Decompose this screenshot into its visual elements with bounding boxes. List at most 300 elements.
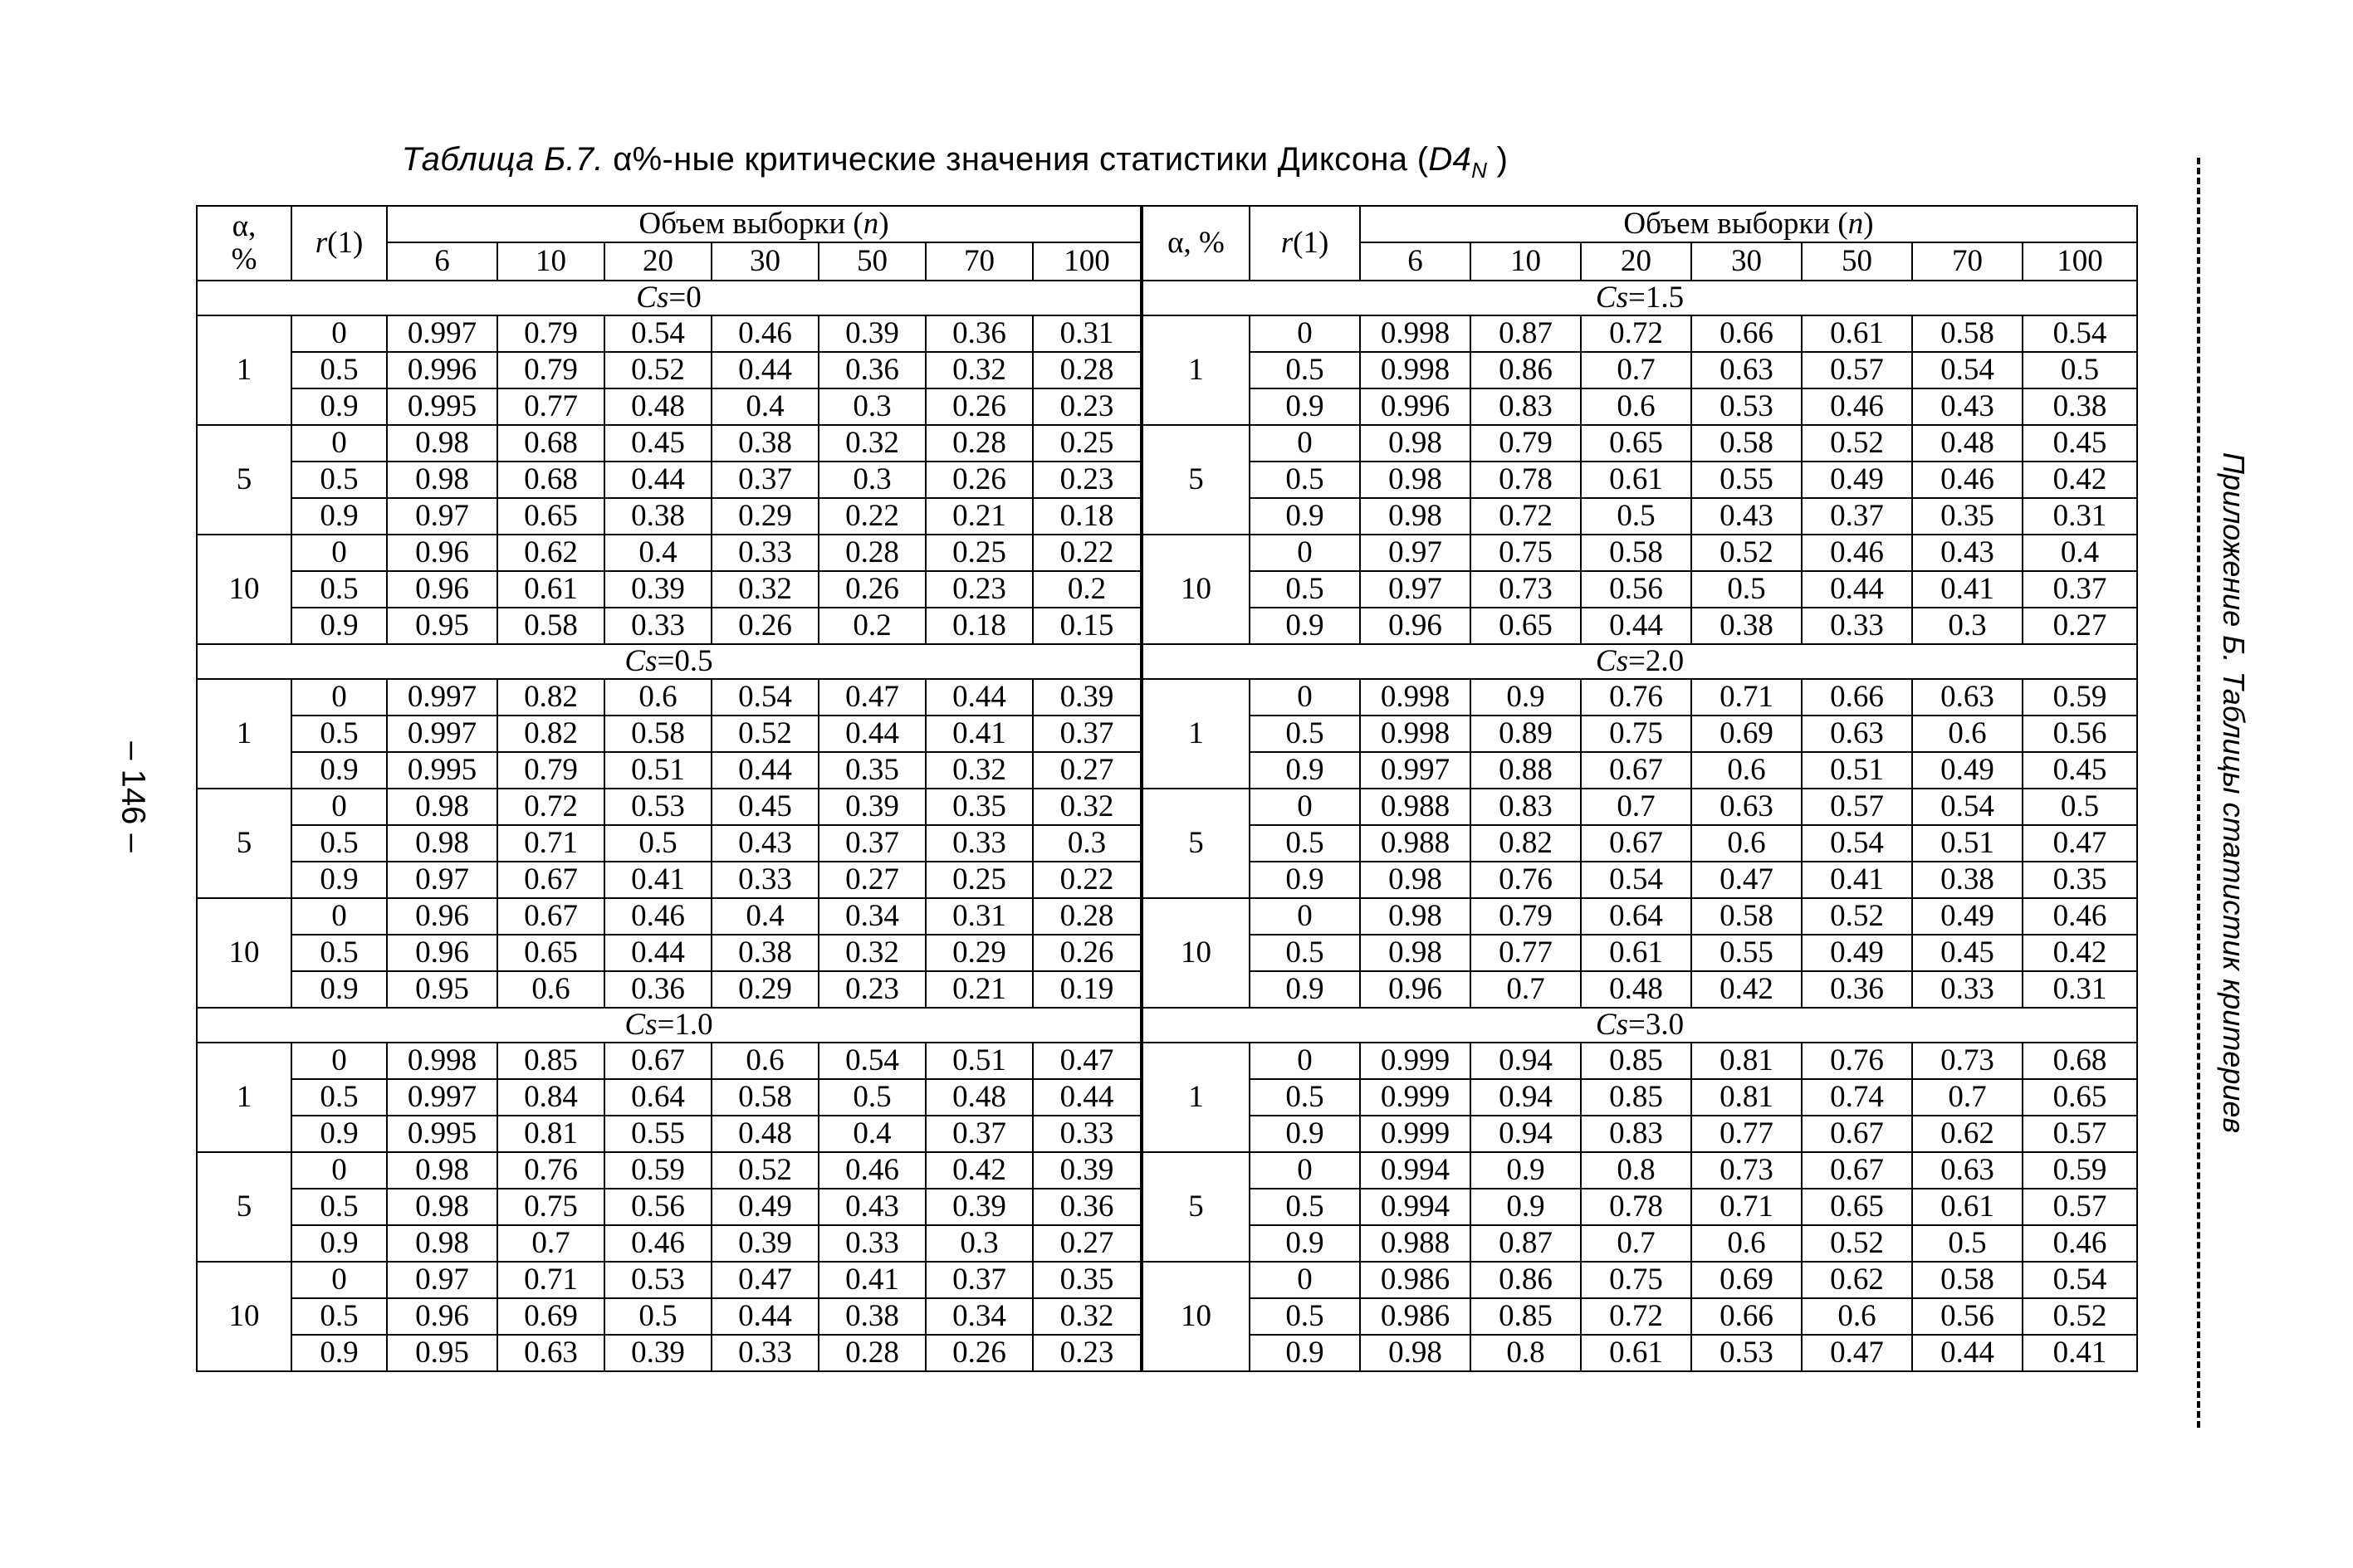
- cs-value: =1.5: [1627, 281, 1685, 315]
- value-cell: 0.41: [1912, 571, 2023, 608]
- value-cell: 0.32: [819, 935, 926, 971]
- value-cell: 0.33: [712, 862, 819, 898]
- value-cell: 0.89: [1470, 716, 1581, 752]
- value-cell: 0.4: [819, 1116, 926, 1152]
- value-cell: 0.67: [604, 1043, 712, 1079]
- alpha-cell: 1: [1142, 1043, 1250, 1152]
- value-cell: 0.41: [2023, 1335, 2137, 1371]
- value-cell: 0.26: [926, 388, 1033, 425]
- value-cell: 0.47: [2023, 825, 2137, 862]
- r1-cell: 0: [291, 789, 387, 825]
- value-cell: 0.69: [1691, 716, 1802, 752]
- r1-cell: 0.9: [1250, 1225, 1360, 1262]
- dashed-divider: [2197, 158, 2200, 1428]
- sample-size-header-left: [387, 206, 1142, 242]
- r1-cell: 0.9: [1250, 498, 1360, 535]
- value-cell: 0.5: [1581, 498, 1691, 535]
- value-cell: 0.85: [497, 1043, 604, 1079]
- value-cell: 0.41: [604, 862, 712, 898]
- value-cell: 0.38: [712, 425, 819, 462]
- sample-size-col: 70: [1912, 242, 2023, 281]
- value-cell: 0.57: [1802, 789, 1912, 825]
- cs-value: =0.5: [657, 644, 713, 678]
- table-row: [197, 1152, 2137, 1189]
- value-cell: 0.44: [712, 352, 819, 388]
- value-cell: 0.59: [2023, 1152, 2137, 1189]
- value-cell: 0.2: [819, 608, 926, 644]
- caption-stat: D4: [1428, 141, 1472, 178]
- value-cell: 0.44: [819, 716, 926, 752]
- value-cell: 0.65: [497, 498, 604, 535]
- value-cell: 0.48: [926, 1079, 1033, 1116]
- value-cell: 0.32: [926, 352, 1033, 388]
- value-cell: 0.46: [2023, 898, 2137, 935]
- table-row: [197, 898, 2137, 935]
- value-cell: 0.73: [1691, 1152, 1802, 1189]
- value-cell: 0.6: [604, 679, 712, 716]
- value-cell: 0.51: [1912, 825, 2023, 862]
- value-cell: 0.25: [1033, 425, 1142, 462]
- value-cell: 0.33: [1912, 971, 2023, 1008]
- sample-label: Объем выборки (: [1623, 207, 1848, 241]
- r1-cell: 0: [291, 1043, 387, 1079]
- value-cell: 0.45: [1912, 935, 2023, 971]
- table-row: [197, 679, 2137, 716]
- value-cell: 0.85: [1581, 1079, 1691, 1116]
- value-cell: 0.77: [1470, 935, 1581, 971]
- value-cell: 0.52: [1802, 898, 1912, 935]
- value-cell: 0.43: [712, 825, 819, 862]
- cs-var: Cs: [624, 1008, 658, 1042]
- value-cell: 0.81: [1691, 1079, 1802, 1116]
- value-cell: 0.95: [387, 971, 497, 1008]
- sample-size-col: 20: [604, 242, 712, 281]
- alpha-header-right: [1142, 206, 1250, 281]
- value-cell: 0.75: [497, 1189, 604, 1225]
- value-cell: 0.39: [604, 1335, 712, 1371]
- value-cell: 0.52: [712, 1152, 819, 1189]
- value-cell: 0.96: [387, 535, 497, 571]
- value-cell: 0.6: [712, 1043, 819, 1079]
- caption-sub: N: [1471, 158, 1488, 183]
- r1-cell: 0.5: [1250, 571, 1360, 608]
- value-cell: 0.57: [2023, 1189, 2137, 1225]
- value-cell: 0.63: [1691, 789, 1802, 825]
- value-cell: 0.94: [1470, 1116, 1581, 1152]
- alpha-cell: 10: [1142, 898, 1250, 1008]
- value-cell: 0.75: [1581, 1262, 1691, 1298]
- value-cell: 0.26: [819, 571, 926, 608]
- value-cell: 0.15: [1033, 608, 1142, 644]
- value-cell: 0.56: [1912, 1298, 2023, 1335]
- r1-cell: 0: [291, 315, 387, 352]
- alpha-label-left: α, %: [231, 209, 257, 276]
- value-cell: 0.31: [1033, 315, 1142, 352]
- alpha-cell: 5: [1142, 425, 1250, 535]
- value-cell: 0.67: [1802, 1116, 1912, 1152]
- value-cell: 0.65: [1802, 1189, 1912, 1225]
- value-cell: 0.47: [819, 679, 926, 716]
- value-cell: 0.77: [497, 388, 604, 425]
- value-cell: 0.42: [926, 1152, 1033, 1189]
- value-cell: 0.48: [1912, 425, 2023, 462]
- cs-var: Cs: [1595, 281, 1628, 315]
- r1-cell: 0.9: [291, 498, 387, 535]
- value-cell: 0.98: [1360, 935, 1470, 971]
- r1-cell: 0.5: [291, 1079, 387, 1116]
- value-cell: 0.21: [926, 971, 1033, 1008]
- value-cell: 0.96: [387, 571, 497, 608]
- value-cell: 0.65: [1581, 425, 1691, 462]
- value-cell: 0.4: [604, 535, 712, 571]
- value-cell: 0.42: [2023, 462, 2137, 498]
- value-cell: 0.68: [2023, 1043, 2137, 1079]
- r1-cell: 0.9: [291, 1116, 387, 1152]
- value-cell: 0.27: [2023, 608, 2137, 644]
- table-row: [197, 315, 2137, 352]
- value-cell: 0.76: [1470, 862, 1581, 898]
- value-cell: 0.33: [712, 535, 819, 571]
- value-cell: 0.62: [1912, 1116, 2023, 1152]
- value-cell: 0.5: [819, 1079, 926, 1116]
- value-cell: 0.58: [712, 1079, 819, 1116]
- sample-size-col: 10: [497, 242, 604, 281]
- value-cell: 0.43: [1691, 498, 1802, 535]
- value-cell: 0.46: [1802, 535, 1912, 571]
- value-cell: 0.67: [497, 862, 604, 898]
- value-cell: 0.33: [712, 1335, 819, 1371]
- value-cell: 0.85: [1581, 1043, 1691, 1079]
- value-cell: 0.44: [1033, 1079, 1142, 1116]
- value-cell: 0.3: [819, 462, 926, 498]
- r1-cell: 0: [291, 1262, 387, 1298]
- value-cell: 0.59: [2023, 679, 2137, 716]
- alpha-cell: 5: [1142, 1152, 1250, 1262]
- value-cell: 0.47: [712, 1262, 819, 1298]
- value-cell: 0.44: [1581, 608, 1691, 644]
- value-cell: 0.43: [819, 1189, 926, 1225]
- alpha-header-left: [197, 206, 291, 281]
- value-cell: 0.63: [1802, 716, 1912, 752]
- value-cell: 0.39: [819, 315, 926, 352]
- value-cell: 0.995: [387, 388, 497, 425]
- value-cell: 0.999: [1360, 1116, 1470, 1152]
- value-cell: 0.46: [1912, 462, 2023, 498]
- value-cell: 0.35: [819, 752, 926, 789]
- value-cell: 0.77: [1691, 1116, 1802, 1152]
- value-cell: 0.998: [387, 1043, 497, 1079]
- value-cell: 0.83: [1470, 789, 1581, 825]
- value-cell: 0.998: [1360, 315, 1470, 352]
- sample-size-col: 10: [1470, 242, 1581, 281]
- value-cell: 0.44: [1802, 571, 1912, 608]
- value-cell: 0.6: [1691, 825, 1802, 862]
- value-cell: 0.51: [1802, 752, 1912, 789]
- cs-label: [197, 1008, 1142, 1043]
- value-cell: 0.999: [1360, 1043, 1470, 1079]
- sample-size-col: 50: [819, 242, 926, 281]
- value-cell: 0.37: [1802, 498, 1912, 535]
- value-cell: 0.69: [497, 1298, 604, 1335]
- value-cell: 0.96: [1360, 971, 1470, 1008]
- value-cell: 0.86: [1470, 1262, 1581, 1298]
- value-cell: 0.23: [926, 571, 1033, 608]
- value-cell: 0.3: [1912, 608, 2023, 644]
- value-cell: 0.7: [1581, 352, 1691, 388]
- r1-header-left: [291, 206, 387, 281]
- cs-label: [1142, 644, 2137, 679]
- sample-label: Объем выборки (: [638, 207, 863, 241]
- value-cell: 0.38: [712, 935, 819, 971]
- r1-cell: 0.9: [1250, 608, 1360, 644]
- value-cell: 0.22: [1033, 862, 1142, 898]
- value-cell: 0.6: [1802, 1298, 1912, 1335]
- caption-suffix: ): [1487, 141, 1509, 178]
- cs-var: Cs: [624, 644, 658, 678]
- table-row: [197, 789, 2137, 825]
- value-cell: 0.6: [1581, 388, 1691, 425]
- r1-cell: 0.9: [1250, 752, 1360, 789]
- value-cell: 0.998: [1360, 716, 1470, 752]
- value-cell: 0.27: [1033, 1225, 1142, 1262]
- r1-cell: 0: [291, 425, 387, 462]
- value-cell: 0.994: [1360, 1152, 1470, 1189]
- r1-cell: 0.5: [1250, 1298, 1360, 1335]
- alpha-cell: 5: [197, 1152, 291, 1262]
- value-cell: 0.96: [1360, 608, 1470, 644]
- cs-label: [197, 281, 1142, 315]
- sample-size-col: 50: [1802, 242, 1912, 281]
- r1-cell: 0.9: [1250, 1335, 1360, 1371]
- value-cell: 0.61: [1581, 462, 1691, 498]
- value-cell: 0.58: [1581, 535, 1691, 571]
- alpha-cell: 10: [197, 898, 291, 1008]
- page-number: – 146 –: [115, 741, 152, 852]
- value-cell: 0.51: [604, 752, 712, 789]
- value-cell: 0.61: [497, 571, 604, 608]
- value-cell: 0.98: [387, 425, 497, 462]
- r1-cell: 0.9: [1250, 971, 1360, 1008]
- value-cell: 0.72: [1470, 498, 1581, 535]
- r1-cell: 0.9: [291, 862, 387, 898]
- value-cell: 0.41: [819, 1262, 926, 1298]
- r1-cell: 0.5: [291, 935, 387, 971]
- value-cell: 0.38: [1912, 862, 2023, 898]
- value-cell: 0.19: [1033, 971, 1142, 1008]
- value-cell: 0.45: [2023, 425, 2137, 462]
- value-cell: 0.52: [1802, 425, 1912, 462]
- value-cell: 0.31: [2023, 498, 2137, 535]
- value-cell: 0.69: [1691, 1262, 1802, 1298]
- value-cell: 0.79: [1470, 425, 1581, 462]
- value-cell: 0.8: [1581, 1152, 1691, 1189]
- value-cell: 0.8: [1470, 1335, 1581, 1371]
- r1-cell: 0.5: [1250, 935, 1360, 971]
- value-cell: 0.62: [497, 535, 604, 571]
- value-cell: 0.63: [497, 1335, 604, 1371]
- value-cell: 0.9: [1470, 1189, 1581, 1225]
- value-cell: 0.58: [1912, 315, 2023, 352]
- value-cell: 0.28: [926, 425, 1033, 462]
- value-cell: 0.39: [604, 571, 712, 608]
- value-cell: 0.5: [1691, 571, 1802, 608]
- value-cell: 0.66: [1802, 679, 1912, 716]
- value-cell: 0.67: [1581, 752, 1691, 789]
- value-cell: 0.6: [1912, 716, 2023, 752]
- value-cell: 0.9: [1470, 679, 1581, 716]
- value-cell: 0.997: [1360, 752, 1470, 789]
- r1-cell: 0: [291, 535, 387, 571]
- value-cell: 0.37: [819, 825, 926, 862]
- r1-cell: 0.5: [1250, 462, 1360, 498]
- value-cell: 0.98: [387, 1189, 497, 1225]
- value-cell: 0.23: [1033, 1335, 1142, 1371]
- r1-cell: 0.5: [1250, 716, 1360, 752]
- cs-section-row: [197, 644, 2137, 679]
- value-cell: 0.59: [604, 1152, 712, 1189]
- r1-cell: 0: [1250, 535, 1360, 571]
- value-cell: 0.27: [819, 862, 926, 898]
- value-cell: 0.48: [712, 1116, 819, 1152]
- alpha-cell: 10: [1142, 1262, 1250, 1371]
- value-cell: 0.2: [1033, 571, 1142, 608]
- value-cell: 0.87: [1470, 315, 1581, 352]
- value-cell: 0.72: [1581, 315, 1691, 352]
- value-cell: 0.66: [1691, 315, 1802, 352]
- value-cell: 0.97: [1360, 535, 1470, 571]
- value-cell: 0.23: [1033, 462, 1142, 498]
- value-cell: 0.37: [712, 462, 819, 498]
- r1-cell: 0: [1250, 1043, 1360, 1079]
- value-cell: 0.28: [819, 1335, 926, 1371]
- value-cell: 0.4: [2023, 535, 2137, 571]
- value-cell: 0.82: [1470, 825, 1581, 862]
- value-cell: 0.36: [604, 971, 712, 1008]
- value-cell: 0.98: [387, 789, 497, 825]
- value-cell: 0.72: [1581, 1298, 1691, 1335]
- value-cell: 0.27: [1033, 752, 1142, 789]
- value-cell: 0.52: [1691, 535, 1802, 571]
- value-cell: 0.67: [497, 898, 604, 935]
- value-cell: 0.33: [926, 825, 1033, 862]
- cs-label: [1142, 1008, 2137, 1043]
- value-cell: 0.22: [1033, 535, 1142, 571]
- value-cell: 0.996: [1360, 388, 1470, 425]
- value-cell: 0.94: [1470, 1079, 1581, 1116]
- value-cell: 0.51: [926, 1043, 1033, 1079]
- value-cell: 0.75: [1470, 535, 1581, 571]
- value-cell: 0.64: [604, 1079, 712, 1116]
- value-cell: 0.98: [387, 825, 497, 862]
- value-cell: 0.39: [926, 1189, 1033, 1225]
- value-cell: 0.33: [819, 1225, 926, 1262]
- value-cell: 0.986: [1360, 1298, 1470, 1335]
- value-cell: 0.42: [2023, 935, 2137, 971]
- value-cell: 0.67: [1802, 1152, 1912, 1189]
- value-cell: 0.58: [604, 716, 712, 752]
- value-cell: 0.33: [604, 608, 712, 644]
- value-cell: 0.39: [712, 1225, 819, 1262]
- sample-size-col: 20: [1581, 242, 1691, 281]
- r1-cell: 0.5: [1250, 825, 1360, 862]
- value-cell: 0.38: [2023, 388, 2137, 425]
- value-cell: 0.96: [387, 935, 497, 971]
- value-cell: 0.32: [926, 752, 1033, 789]
- value-cell: 0.62: [1802, 1262, 1912, 1298]
- value-cell: 0.32: [712, 571, 819, 608]
- alpha-cell: 5: [197, 425, 291, 535]
- r1-cell: 0.5: [1250, 1189, 1360, 1225]
- value-cell: 0.87: [1470, 1225, 1581, 1262]
- value-cell: 0.46: [604, 898, 712, 935]
- value-cell: 0.52: [2023, 1298, 2137, 1335]
- value-cell: 0.7: [1912, 1079, 2023, 1116]
- sample-size-col: 6: [387, 242, 497, 281]
- value-cell: 0.96: [387, 1298, 497, 1335]
- value-cell: 0.44: [1912, 1335, 2023, 1371]
- value-cell: 0.58: [497, 608, 604, 644]
- table-row: [197, 535, 2137, 571]
- value-cell: 0.32: [819, 425, 926, 462]
- r1-cell: 0.5: [291, 716, 387, 752]
- value-cell: 0.23: [1033, 388, 1142, 425]
- value-cell: 0.48: [604, 388, 712, 425]
- running-header: Приложение Б. Таблицы статистик критериев: [2217, 452, 2251, 1134]
- r1-cell: 0: [1250, 1262, 1360, 1298]
- value-cell: 0.49: [1802, 935, 1912, 971]
- r1-cell: 0: [291, 679, 387, 716]
- r-var: r: [315, 226, 328, 260]
- value-cell: 0.46: [2023, 1225, 2137, 1262]
- value-cell: 0.75: [1581, 716, 1691, 752]
- value-cell: 0.53: [604, 1262, 712, 1298]
- value-cell: 0.68: [497, 425, 604, 462]
- value-cell: 0.63: [1912, 679, 2023, 716]
- value-cell: 0.71: [497, 1262, 604, 1298]
- value-cell: 0.98: [387, 1225, 497, 1262]
- value-cell: 0.98: [1360, 462, 1470, 498]
- value-cell: 0.995: [387, 752, 497, 789]
- value-cell: 0.32: [1033, 1298, 1142, 1335]
- r1-cell: 0: [1250, 425, 1360, 462]
- value-cell: 0.79: [497, 315, 604, 352]
- value-cell: 0.82: [497, 716, 604, 752]
- value-cell: 0.42: [1691, 971, 1802, 1008]
- value-cell: 0.988: [1360, 825, 1470, 862]
- value-cell: 0.88: [1470, 752, 1581, 789]
- alpha-cell: 1: [197, 1043, 291, 1152]
- r1-cell: 0.9: [291, 752, 387, 789]
- value-cell: 0.52: [604, 352, 712, 388]
- r-arg: (1): [327, 226, 364, 260]
- value-cell: 0.76: [1581, 679, 1691, 716]
- value-cell: 0.58: [1691, 425, 1802, 462]
- r1-header-right: [1250, 206, 1360, 281]
- alpha-cell: 5: [1142, 789, 1250, 898]
- sample-var: n: [863, 207, 879, 241]
- value-cell: 0.28: [1033, 898, 1142, 935]
- r1-cell: 0.9: [1250, 388, 1360, 425]
- r1-cell: 0: [291, 1152, 387, 1189]
- value-cell: 0.38: [604, 498, 712, 535]
- value-cell: 0.35: [926, 789, 1033, 825]
- cs-section-row: [197, 281, 2137, 315]
- value-cell: 0.22: [819, 498, 926, 535]
- sample-size-col: 30: [712, 242, 819, 281]
- value-cell: 0.55: [1691, 462, 1802, 498]
- sample-size-header-right: [1360, 206, 2137, 242]
- value-cell: 0.56: [1581, 571, 1691, 608]
